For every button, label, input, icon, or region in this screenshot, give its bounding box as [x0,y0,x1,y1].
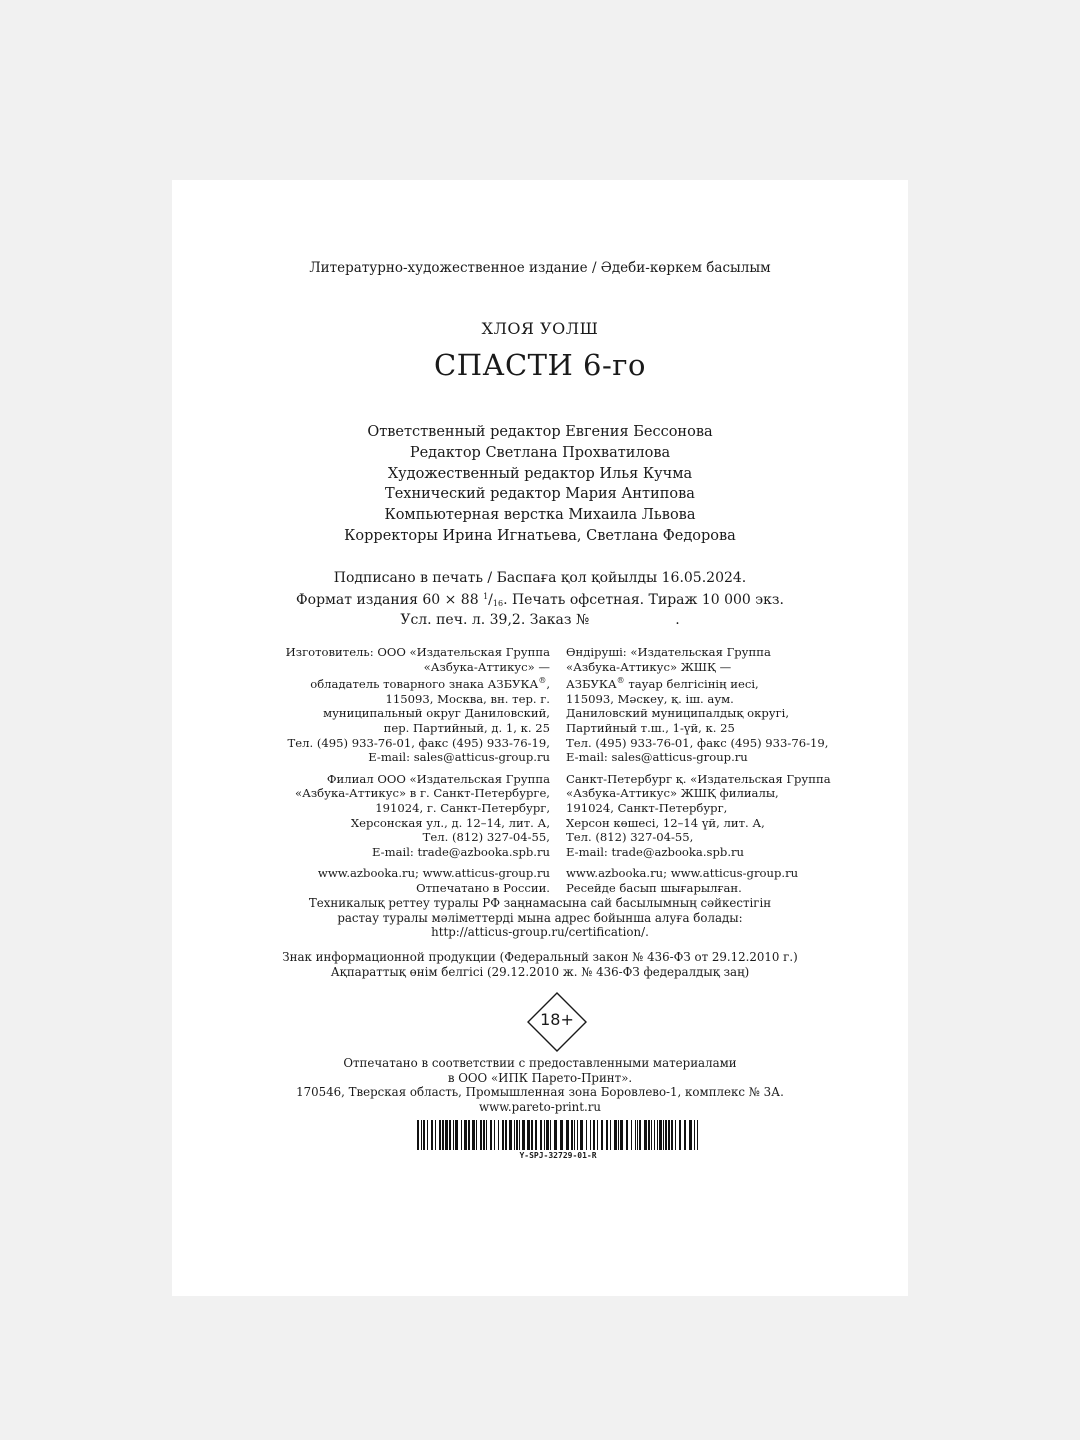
order-line: Усл. печ. л. 39,2. Заказ № . [400,612,680,628]
staff-line: Корректоры Ирина Игнатьева, Светлана Федорова [344,527,736,544]
book-title: СПАСТИ 6-го [434,348,646,382]
age-rating-label: 18+ [540,1010,574,1029]
signed-date: Подписано в печать / Баспаға қол қойылды 16.05.2024. [333,570,747,586]
staff-line: Редактор Светлана Прохватилова [409,444,671,461]
editorial-staff [172,422,908,547]
printer-info: Отпечатано в соответствии с предоставленными материалами в ООО «ИПК Парето-Принт». 170546, Тверская область, Промышленная зона Боровлево-1, комплекс № 3А. www.pareto-print.ru [296,1056,784,1114]
staff-line: Художественный редактор Илья Кучма [387,465,693,482]
genre-line: Литературно-художественное издание / Әдеби-көркем басылым [309,260,771,276]
imprint-page [172,180,908,1296]
info-product-sign: Знак информационной продукции (Федеральный закон № 436-ФЗ от 29.12.2010 г.) Ақпараттық өнім белгісі (29.12.2010 ж. № 436-ФЗ федералдық заң) [282,950,798,979]
format-line: Формат издания 60 × 88 $^1/_{16}$. Печать офсетная. Тираж 10 000 экз. [296,591,784,608]
manufacturer-ru: Изготовитель: ООО «Издательская Группа «Азбука-Аттикус» — обладатель товарного знака АЗБУКА®, 115093, Москва, вн. тер. г. муниципальный округ Даниловский, пер. Партийный, д. 1, к. 25 Тел. (495) 933-76-01, факс (495) 933-76-19, E-mail: sales@atticus-group.ru Филиал ООО «Издательская Группа «Азбука-Аттикус» в г. Санкт-Петербурге, 191024, г. Санкт-Петербург, Херсонская ул., д. 12–14, лит. А, Тел. (812) 327-04-55, E-mail: trade@azbooka.spb.ru www.azbooka.ru; www.atticus-group.ru Отпечатано в России. [285,645,550,895]
print-details [172,570,908,630]
manufacturer-kz: Өндіруші: «Издательская Группа «Азбука-Аттикус» ЖШҚ — АЗБУКА® тауар белгісінің иесі, 115093, Мәскеу, қ. іш. аум. Даниловский муниципалдық округі, Партийный т.ш., 1-үй, к. 25 Тел. (495) 933-76-01, факс (495) 933-76-19, E-mail: sales@atticus-group.ru Санкт-Петербург қ. «Издательская Группа «Азбука-Аттикус» ЖШҚ филиалы, 191024, Санкт-Петербург, Херсон көшесі, 12–14 үй, лит. А, Тел. (812) 327-04-55, E-mail: trade@azbooka.spb.ru www.azbooka.ru; www.atticus-group.ru Ресейде басып шығарылған. [566,645,831,895]
tech-regulation-note: Техникалық реттеу туралы РФ заңнамасына сай басылымның сәйкестігін растау туралы мәліметтерді мына адрес бойынша алуға болады: http://atticus-group.ru/certification/. [308,896,772,940]
author-name: ХЛОЯ УОЛШ [481,319,599,338]
barcode-label: Y-SPJ-32729-01-R [519,1151,597,1160]
staff-line: Компьютерная верстка Михаила Львова [384,507,696,524]
barcode-icon [417,1120,699,1150]
staff-line: Технический редактор Мария Антипова [385,486,695,503]
staff-line: Ответственный редактор Евгения Бессонова [367,424,713,440]
